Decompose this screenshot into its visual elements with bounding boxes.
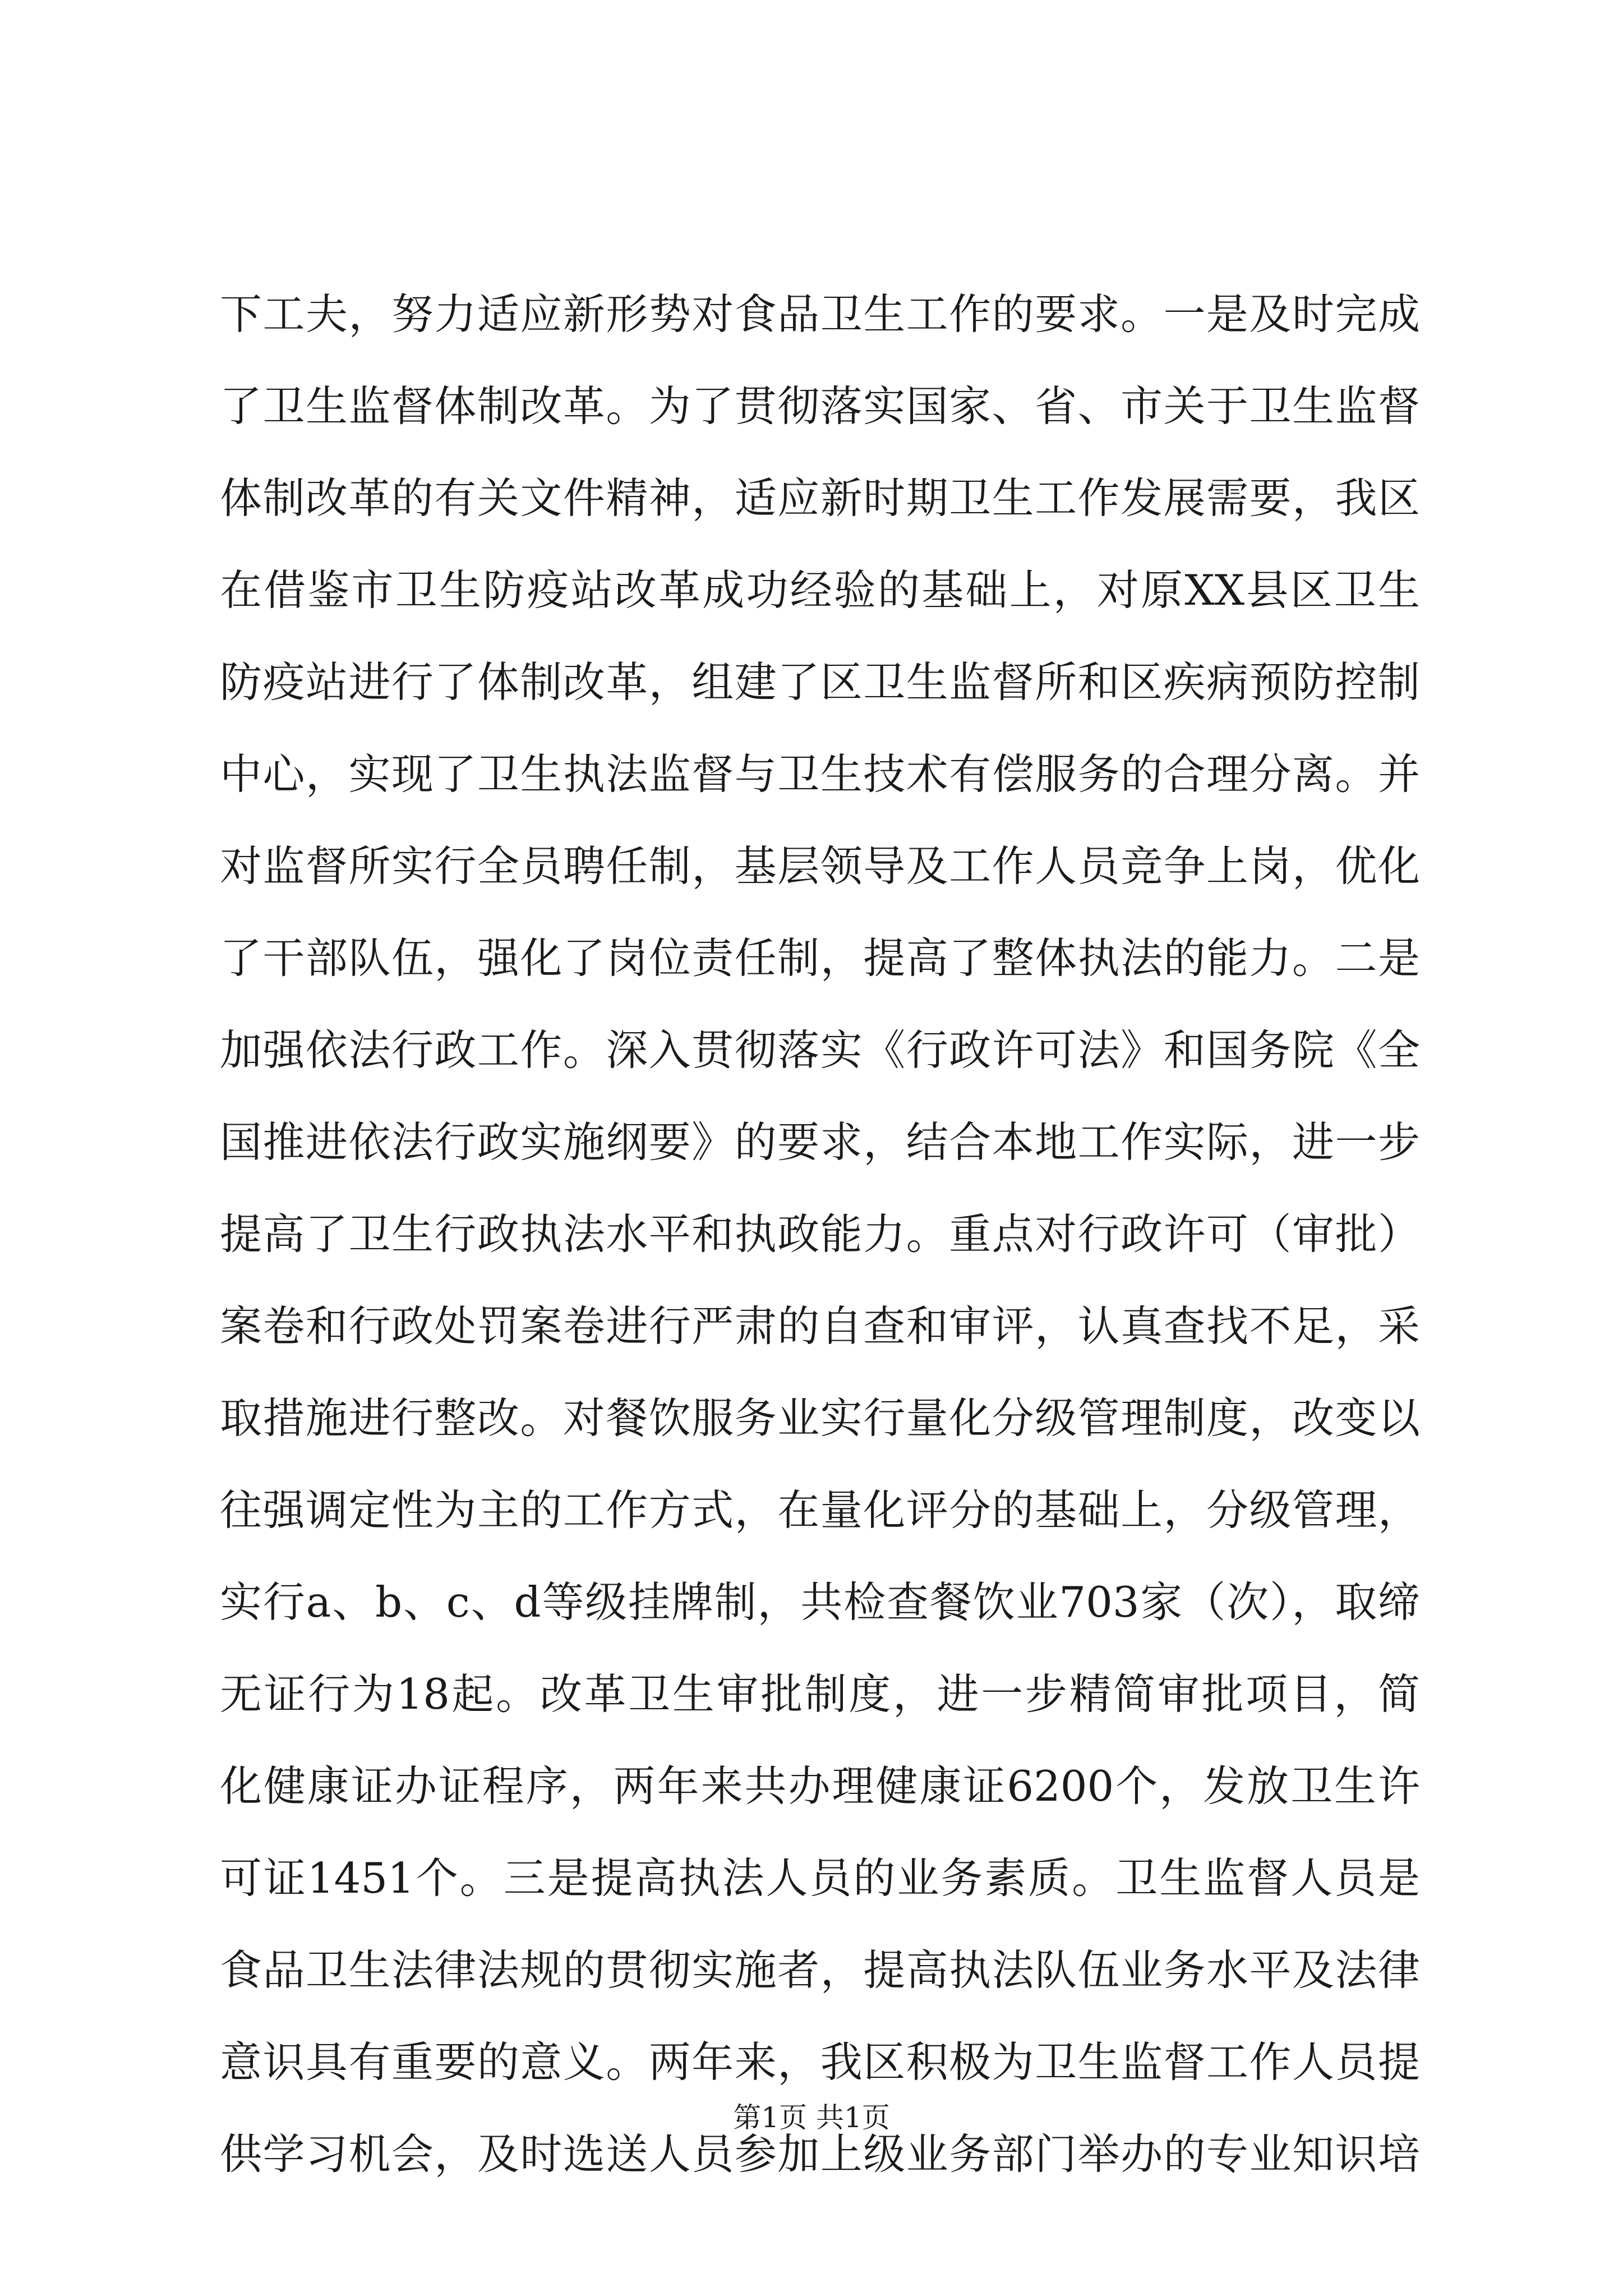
text-line: 意识具有重要的意义。两年来，我区积极为卫生监督工作人员提: [220, 2037, 1420, 2087]
text-line: 了卫生监督体制改革。为了贯彻落实国家、省、市关于卫生监督: [220, 381, 1420, 431]
text-line: 对监督所实行全员聘任制，基层领导及工作人员竞争上岗，优化: [220, 841, 1420, 891]
text-line: 中心，实现了卫生执法监督与卫生技术有偿服务的合理分离。并: [220, 749, 1420, 799]
text-line: 可证1451个。三是提高执法人员的业务素质。卫生监督人员是: [220, 1853, 1420, 1903]
page-number: 第1页 共1页: [733, 2101, 890, 2134]
text-line: 防疫站进行了体制改革，组建了区卫生监督所和区疾病预防控制: [220, 657, 1420, 707]
text-line: 取措施进行整改。对餐饮服务业实行量化分级管理制度，改变以: [220, 1393, 1420, 1443]
text-line: 案卷和行政处罚案卷进行严肃的自查和审评，认真查找不足，采: [220, 1301, 1420, 1351]
text-line: 了干部队伍，强化了岗位责任制，提高了整体执法的能力。二是: [220, 933, 1420, 983]
text-line: 在借鉴市卫生防疫站改革成功经验的基础上，对原XX县区卫生: [220, 565, 1420, 615]
text-line: 国推进依法行政实施纲要》的要求，结合本地工作实际，进一步: [220, 1117, 1420, 1167]
text-line: 体制改革的有关文件精神，适应新时期卫生工作发展需要，我区: [220, 473, 1420, 523]
text-line: 供学习机会，及时选送人员参加上级业务部门举办的专业知识培: [220, 2129, 1420, 2179]
page-footer: [0, 2098, 1623, 2137]
text-line: 往强调定性为主的工作方式，在量化评分的基础上，分级管理，: [220, 1485, 1420, 1535]
text-line: 加强依法行政工作。深入贯彻落实《行政许可法》和国务院《全: [220, 1025, 1420, 1075]
text-line: 下工夫，努力适应新形势对食品卫生工作的要求。一是及时完成: [220, 289, 1420, 339]
text-line: 实行a、b、c、d等级挂牌制，共检查餐饮业703家（次），取缔: [220, 1577, 1420, 1627]
text-line: 无证行为18起。改革卫生审批制度，进一步精简审批项目，简: [220, 1669, 1420, 1719]
body-text: [220, 268, 1420, 2200]
text-line: 食品卫生法律法规的贯彻实施者，提高执法队伍业务水平及法律: [220, 1945, 1420, 1995]
text-line: 化健康证办证程序，两年来共办理健康证6200个，发放卫生许: [220, 1761, 1420, 1811]
text-line: 提高了卫生行政执法水平和执政能力。重点对行政许可（审批）: [220, 1209, 1420, 1259]
